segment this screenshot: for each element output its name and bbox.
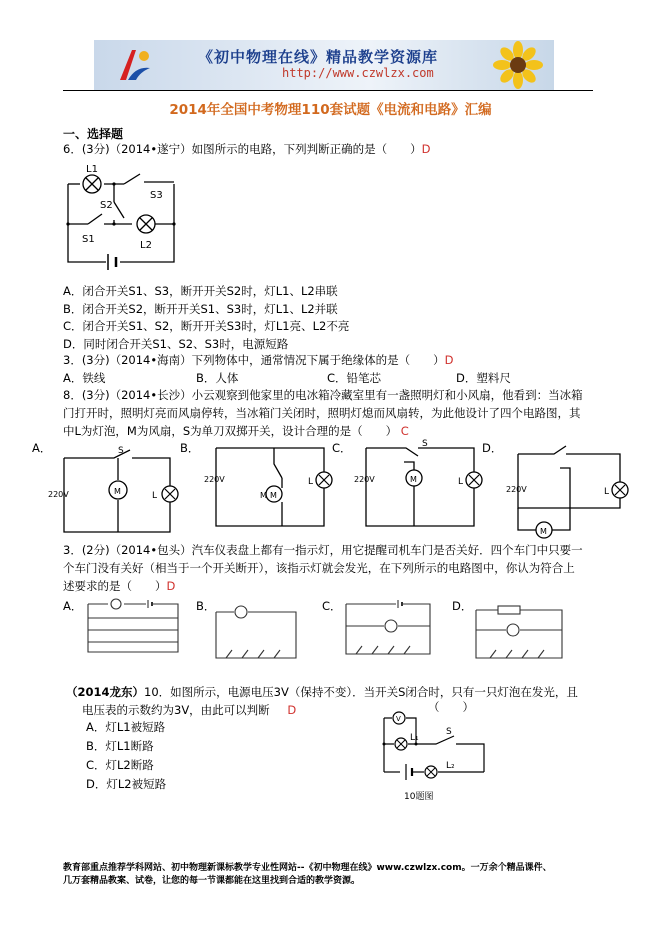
svg-text:V: V	[396, 715, 401, 723]
q10-option-d: D．灯L2被短路	[86, 777, 167, 791]
q3b-letter-a: A．	[63, 599, 83, 613]
q3b-b-lamp-icon	[235, 606, 247, 618]
q8c-switch-label: S	[422, 439, 428, 449]
svg-text:L₂: L₂	[446, 761, 455, 771]
q3b-c-lamp-icon	[385, 620, 397, 632]
q8b-voltage-label: 220V	[204, 475, 225, 484]
q3a-option-d: D．塑料尺	[456, 371, 511, 385]
q6-label-l2: L2	[140, 240, 152, 251]
q8b-motor-m-label: M	[260, 491, 267, 500]
q3b-stem-line3-text: 述要求的是（ ）	[63, 579, 167, 593]
q3a-option-b: B．人体	[196, 371, 239, 385]
svg-text:S: S	[446, 727, 452, 737]
q8-stem-line3	[63, 422, 583, 440]
q3a-stem	[63, 351, 454, 369]
q6-label-s1: S1	[82, 234, 95, 245]
q8-letter-a: A．	[32, 441, 52, 455]
q3a-stem-text: 3．(3分)（2014•海南）下列物体中，通常情况下属于绝缘体的是（ ）	[63, 353, 445, 367]
site-logo-icon	[114, 46, 154, 84]
q10-stem-line1	[66, 683, 578, 701]
q6-label-s2: S2	[100, 200, 113, 211]
q3b-answer: D	[166, 579, 176, 593]
q6-label-l1: L1	[86, 164, 98, 175]
q8-circuit-d	[504, 444, 636, 538]
q8c-motor-label: M	[410, 475, 417, 484]
q8b-lamp-label: L	[308, 477, 314, 487]
q10-circuit-diagram	[376, 708, 494, 792]
section-heading: 一、选择题	[63, 127, 124, 141]
q6-stem	[63, 140, 431, 158]
q3b-stem-line1: 3．(2分)（2014•包头）汽车仪表盘上都有一指示灯，用它提醒司机车门是否关好．四个车门中只要一	[63, 543, 583, 557]
q3b-stem-line3	[63, 577, 583, 595]
q8-circuit-b	[202, 440, 334, 530]
q8d-motor-label: M	[540, 527, 547, 536]
q3b-circuit-a	[84, 596, 184, 658]
q3b-a-lamp-icon	[111, 599, 121, 609]
q8-letter-d: D．	[482, 441, 503, 455]
q8b-motor-label: M	[270, 491, 277, 500]
q8-letter-c: C．	[332, 441, 352, 455]
document-title: 2014年全国中考物理110套试题《电流和电路》汇编	[169, 102, 492, 118]
q3b-circuit-b	[212, 600, 302, 666]
q10-option-a: A．灯L1被短路	[86, 720, 166, 734]
q10-stem-line2	[66, 701, 578, 719]
q8-stem-line1: 8．(3分)（2014•长沙）小云观察到他家里的电冰箱冷藏室里有一盏照明灯和小风扇，他看到：当冰箱	[63, 388, 583, 402]
q10-stem-line1-text: 10．如图所示，电源电压3V（保持不变）．当开关S闭合时，只有一只灯泡在发光，且	[144, 685, 578, 699]
q3b-stem-line2: 个车门没有关好（相当于一个开关断开），该指示灯就会发光，在下列所示的电路图中，你认为符合上	[63, 561, 575, 575]
q6-circuit-diagram	[62, 158, 192, 276]
q8c-voltage-label: 220V	[354, 475, 375, 484]
q3b-letter-c: C．	[322, 599, 342, 613]
q8c-lamp-label: L	[458, 477, 464, 487]
q10-option-c: C．灯L2断路	[86, 758, 154, 772]
q10-options	[86, 718, 166, 794]
site-banner	[94, 40, 554, 90]
q8a-motor-label: M	[114, 487, 121, 496]
sunflower-icon	[488, 42, 548, 88]
q3b-letter-d: D．	[452, 599, 473, 613]
footer-line2: 几万套精品教案、试卷，让您的每一节课都能在这里找到合适的教学资源。	[63, 876, 361, 886]
q6-label-s3: S3	[150, 190, 163, 201]
banner-title: 《初中物理在线》精品教学资源库	[198, 48, 439, 66]
q6-stem-text: 6．(3分)（2014•遂宁）如图所示的电路，下列判断正确的是（ ）	[63, 142, 422, 156]
q6-option-d: D．同时闭合开关S1、S2、S3时，电源短路	[63, 336, 289, 351]
header-rule	[63, 90, 593, 91]
q3b-stem	[63, 541, 583, 595]
q6-options	[63, 283, 349, 353]
q8d-voltage-label: 220V	[506, 485, 527, 494]
page-footer	[63, 862, 603, 888]
q10-answer: D	[287, 703, 297, 717]
q6-option-b: B．闭合开关S2，断开开关S1、S3时，灯L1、L2并联	[63, 301, 338, 316]
q8a-lamp-label: L	[152, 491, 158, 501]
q3b-d-lamp-icon	[507, 624, 519, 636]
banner-url[interactable]: http://www.czwlzx.com	[282, 66, 434, 80]
q8-stem-line3-text: 中L为灯泡，M为风扇，S为单刀双掷开关，设计合理的是（ ）	[63, 424, 398, 438]
q8a-voltage-label: 220V	[48, 490, 69, 499]
q10-blank: （ ）	[428, 700, 474, 714]
q3b-circuit-d	[472, 596, 568, 666]
q6-answer: D	[421, 142, 431, 156]
footer-line1: 教育部重点推荐学科网站、初中物理新课标教学专业性网站--《初中物理在线》www.czwlzx.com。一万余个精品课件、	[63, 863, 552, 873]
q10-tag: （2014龙东）	[66, 685, 145, 699]
q6-option-a: A．闭合开关S1、S3，断开开关S2时，灯L1、L2串联	[63, 284, 338, 298]
q3a-answer: D	[444, 353, 454, 367]
q8d-lamp-label: L	[604, 487, 610, 497]
q3a-option-c: C．铅笔芯	[327, 371, 382, 385]
q10-option-b: B．灯L1断路	[86, 739, 154, 753]
q6-option-c: C．闭合开关S1、S2，断开开关S3时，灯L1亮、L2不亮	[63, 319, 350, 333]
q3a-option-a: A．铁线	[63, 371, 106, 385]
q8-letter-b: B．	[180, 441, 200, 455]
q8-stem-line2: 门打开时，照明灯亮而风扇停转，当冰箱门关闭时，照明灯熄而风扇转，为此他设计了四个电路图，其	[63, 406, 581, 420]
q10-caption: 10题图	[404, 792, 434, 802]
q8-stem	[63, 386, 583, 440]
q8-circuit-c	[352, 440, 484, 530]
q8-answer: C	[400, 424, 409, 438]
q8-circuit-a	[48, 444, 180, 536]
q10-stem	[66, 683, 578, 719]
q10-stem-line2-text: 电压表的示数约为3V，由此可以判断	[82, 703, 270, 717]
q3b-circuit-c	[342, 596, 436, 662]
q3b-letter-b: B．	[196, 599, 216, 613]
svg-text:L₁: L₁	[410, 733, 419, 743]
q8a-switch-label: S	[118, 446, 124, 456]
